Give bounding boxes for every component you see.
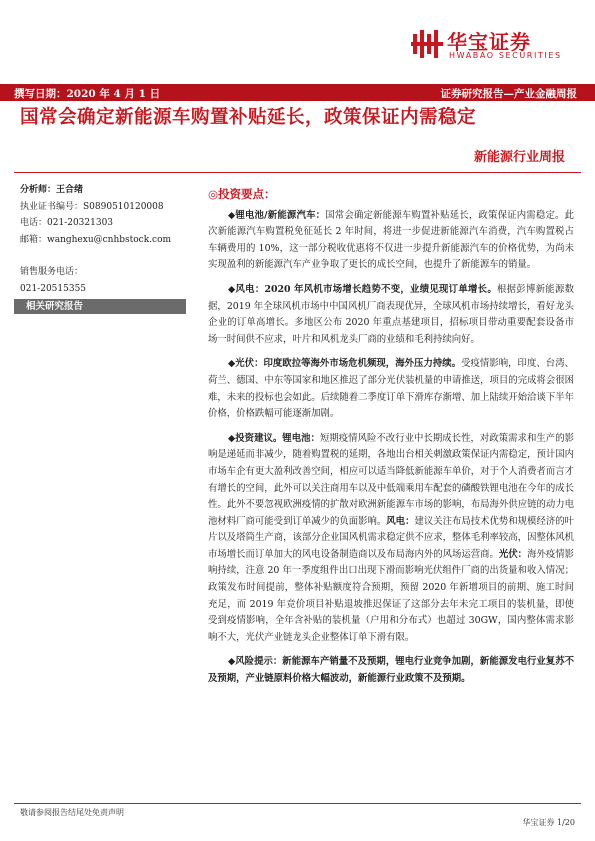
paragraph-battery-ev (208, 208, 574, 274)
title-divider (14, 172, 581, 173)
analyst-phone: 电话：021-20321303 (20, 218, 114, 228)
report-title: 国常会确定新能源车购置补贴延长，政策保证内需稳定 (20, 107, 477, 128)
paragraph-heading: ◆风电：2020 年风机市场增长趋势不变，业绩见现订单增长。 (228, 283, 497, 295)
logo-mark-icon (411, 28, 443, 60)
subheading-solar: 光伏： (498, 548, 528, 560)
paragraph-solar (208, 356, 574, 422)
logo-text-en: HWABAO SECURITIES (449, 51, 562, 60)
subheading-wind: 风电： (386, 515, 415, 527)
paragraph-wind (208, 282, 574, 348)
paragraph-heading: ◆光伏：印度欧拉等海外市场危机频现，海外压力持续。 (228, 358, 462, 370)
sales-phone: 021-20515355 (20, 283, 87, 294)
paragraph-text: 建议关注布局技术优势和规模经济的叶片以及塔筒生产商，该部分企业国风机需求稳定供不应求，整体毛利率较高，因整体风机市场增长而订单加大的风电设备制造商以及布局海内外的风场运营商。 (208, 515, 574, 560)
risk-warning: ◆风险提示：新能源车产销量不及预期，锂电行业竞争加剧，新能源发电行业复苏不及预期，产业链原料价格大幅波动，新能源行业政策不及预期。 (208, 656, 574, 685)
investment-highlights (208, 186, 574, 696)
header-bar (0, 84, 595, 101)
paragraph-heading: ◆投资建议。锂电池： (228, 432, 320, 444)
disclaimer-note: 敬请参阅报告结尾处免责声明 (20, 808, 124, 817)
industry-label: 新能源行业周报 (473, 150, 565, 165)
logo-text-cn: 华宝证券 (447, 30, 531, 54)
analyst-cert: 执业证书编号：S0890510120008 (20, 201, 164, 212)
footer-divider (14, 803, 581, 804)
analyst-name: 分析师：王合绪 (20, 185, 84, 195)
paragraph-text: 根据彭博新能源数据，2019 年全球风机市场中中国风机厂商表现优异，全球风机市场持续增长，看好龙头企业的订单高增长。多地区公布 2020 年重点基建项目，招标项目带动重要配套设备市场一时间供不应求，叶片和风机龙头厂商的业绩和毛利持续向好。 (208, 283, 574, 345)
paragraph-heading: ◆锂电池/新能源汽车： (228, 209, 326, 221)
paragraph-text: 短期疫情风险不改行业中长期成长性，对政策需求和生产的影响是递延而非减少，随着购置税的延期，各地出台相关刺激政策保证内需稳定，预计国内市场车企有更大盈利改善空间，相应可以适当降低新能源车单价，对于个人消费者而言才有增长的空间，此外可以关注商用车以及中低端乘用车配套的磷酸铁锂电池在今年的成长性。此外不要忽视欧洲疫情的扩散对欧洲新能源车市场的影响，布局海外供应链的动力电池材料厂商可能受到订单减少的负面影响。 (208, 432, 574, 527)
paragraph-text: 国常会确定新能源车购置补贴延长，政策保证内需稳定。此次新能源汽车购置税免征延长 2 年时间，将进一步促进新能源汽车消费，汽车购置税占车辆费用的 10%，这一部分税收优惠将不仅进一步提升新能源汽车的价格优势，为尚未实现盈利的新能源汽车产业争取了更长的成长空间，也提升了新能源车的销量。 (208, 209, 574, 271)
page-number: 华宝证券 1/20 (522, 818, 575, 827)
related-reports-header: 相关研究报告 (14, 299, 186, 314)
company-logo (411, 24, 581, 64)
report-date: 撰写日期：2020 年 4 月 1 日 (14, 88, 161, 100)
sales-label: 销售服务电话： (20, 267, 84, 277)
paragraph-text: 海外疫情影响持续，注意 20 年一季度组件出口出现下滑而影响光伏组件厂商的出货量和收入情况；政策发布时间提前，整体补贴额度符合预期，预留 2020 年新增项目的前期、施工时间充足，而 2019 年竞价项目补贴退坡推迟保证了这部分去年未完工项目的装机量，即使受到疫情影响，全年含补贴的装机量（户用和分布式）也超过 30GW，国内整体需求影响不大，光伏产业链龙头企业整体订单下滑有限。 (208, 548, 574, 643)
report-type: 证券研究报告—产业金融周报 (440, 88, 577, 100)
paragraph-investment-advice (208, 431, 574, 647)
analyst-panel (20, 182, 196, 297)
paragraph-text: 受疫情影响，印度、台湾、荷兰、德国、中东等国家和地区推迟了部分光伏装机量的申请推送，项目的完成将会很困难，未来的投标也会如此。后续随着二季度订单下滑库存渐增、加上陆续开始洽谈下半年价格，价格跌幅可能逐渐加剧。 (208, 358, 574, 420)
paragraph-risk (208, 654, 574, 687)
analyst-email[interactable]: 邮箱：wanghexu@cnhbstock.com (20, 234, 172, 245)
highlights-title: ◎投资要点： (208, 187, 276, 201)
